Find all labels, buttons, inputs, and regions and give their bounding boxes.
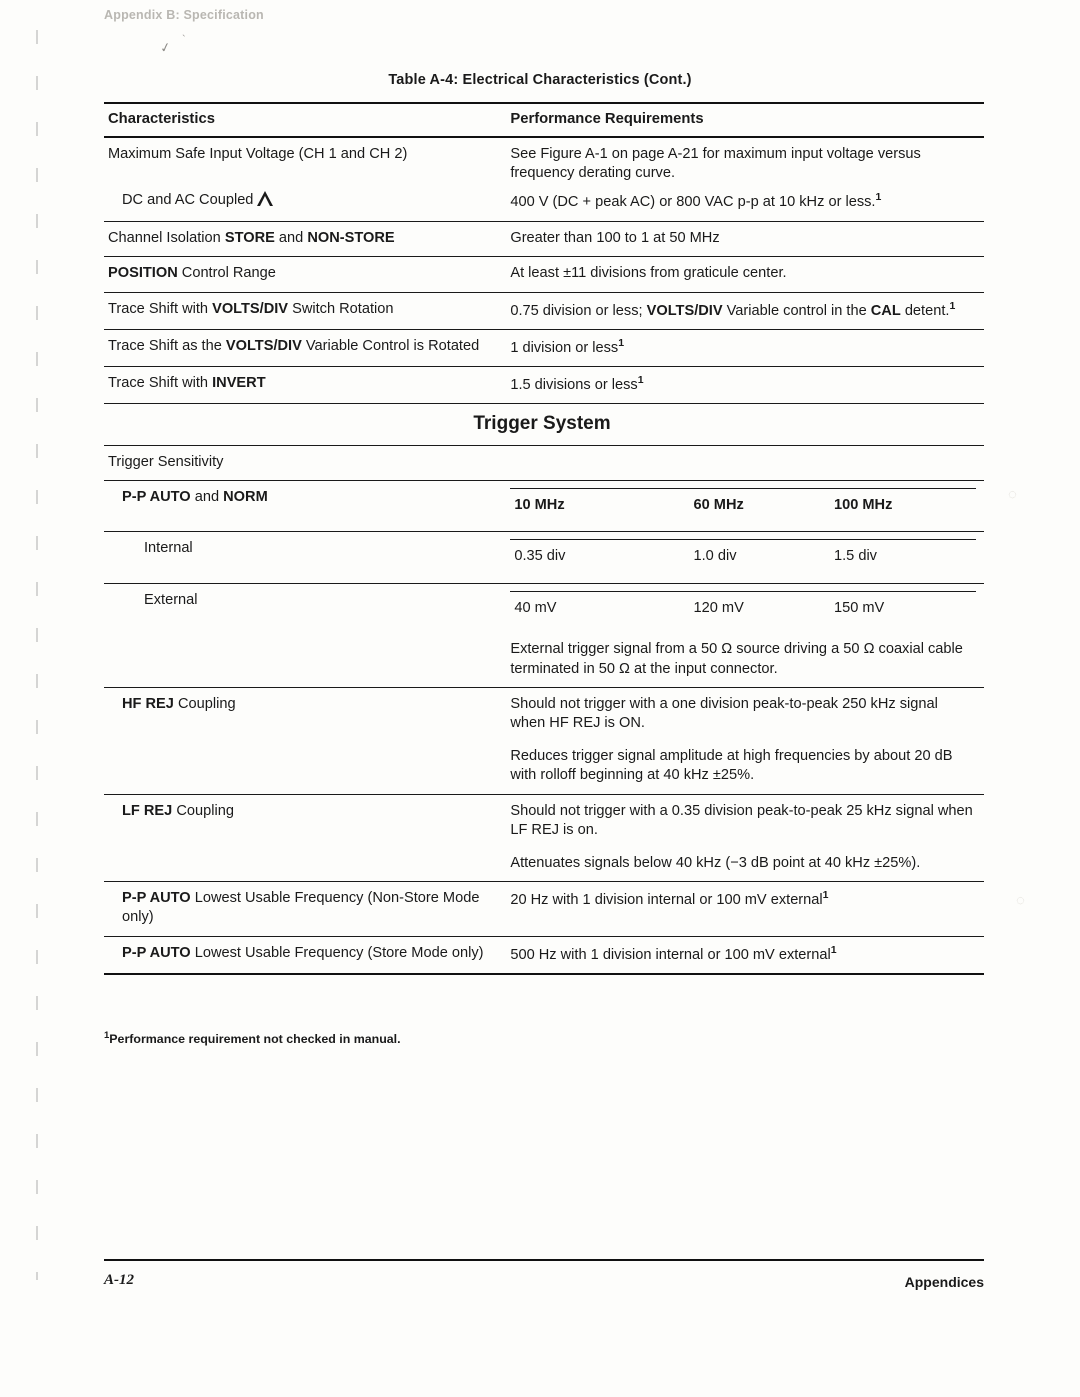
row-performance-text-mid: Variable control in the	[722, 302, 871, 319]
electrical-characteristics-table	[104, 102, 984, 975]
page-number: A-12	[104, 1272, 134, 1288]
scan-artifact-dot: `	[182, 34, 186, 46]
sensitivity-header-table	[510, 488, 976, 523]
row-performance	[506, 292, 984, 329]
row-performance-text: 1.5 divisions or less	[510, 376, 638, 393]
header-performance: Performance Requirements	[506, 103, 984, 137]
sensitivity-header-row	[510, 489, 976, 524]
row-performance-para-2: Attenuates signals below 40 kHz (−3 dB point at 40 kHz ±25%).	[510, 854, 921, 871]
control-name-pp-auto: P-P AUTO	[122, 489, 191, 506]
row-characteristic	[104, 292, 506, 329]
row-characteristic-text-tail: Switch Rotation	[288, 300, 394, 317]
row-performance	[506, 367, 984, 404]
control-name-pp-auto: P-P AUTO	[122, 889, 191, 906]
row-characteristic-text: Lowest Usable Frequency (Non-Store Mode only)	[122, 889, 480, 926]
row-performance-text: 1 division or less	[510, 339, 619, 356]
row-characteristic	[104, 257, 506, 292]
row-characteristic: External	[104, 583, 506, 634]
control-name-pp-auto: P-P AUTO	[122, 944, 191, 961]
conjunction-text: and	[274, 229, 308, 246]
scan-artifact-ghost: ◌	[1016, 892, 1025, 909]
row-characteristic	[104, 481, 506, 532]
value-internal-100mhz: 1.5 div	[830, 540, 976, 575]
conjunction-text: and	[190, 489, 224, 506]
row-characteristic	[104, 191, 506, 221]
row-characteristic	[104, 936, 506, 974]
row-characteristic: Internal	[104, 532, 506, 583]
footnote-ref: 1	[830, 943, 837, 956]
control-name-non-store: NON-STORE	[307, 229, 395, 246]
row-characteristic	[104, 367, 506, 404]
warning-triangle-icon	[257, 191, 274, 206]
table-bottom-rule	[104, 974, 984, 975]
table-row	[104, 329, 984, 366]
row-performance-para-2: Reduces trigger signal amplitude at high frequencies by about 20 dB with rolloff beginning at 40 kHz ±25%.	[510, 747, 953, 784]
row-characteristic-text: Control Range	[177, 265, 276, 282]
scan-artifact-mark: ✓	[158, 39, 173, 56]
table-header-row	[104, 103, 984, 137]
row-characteristic	[104, 794, 506, 881]
row-performance	[506, 688, 984, 795]
row-performance: Greater than 100 to 1 at 50 MHz	[506, 221, 984, 256]
row-characteristic-text: Trace Shift with	[108, 300, 213, 317]
row-characteristic-text: DC and AC Coupled	[122, 192, 254, 209]
row-performance	[506, 936, 984, 974]
control-name-norm: NORM	[223, 489, 268, 506]
table-footnote	[104, 1030, 401, 1046]
value-external-60mhz: 120 mV	[690, 591, 830, 626]
footer-section-label: Appendices	[904, 1274, 984, 1290]
row-characteristic	[104, 688, 506, 795]
footnote-ref: 1	[637, 374, 644, 387]
control-name-invert: INVERT	[212, 375, 266, 392]
row-performance	[506, 532, 984, 583]
sensitivity-value-row	[510, 540, 976, 575]
footnote-ref: 1	[949, 299, 956, 312]
row-characteristic-text: Trace Shift as the	[108, 337, 226, 354]
row-performance	[506, 481, 984, 532]
scan-artifact-ghost: ◌	[1008, 486, 1017, 503]
row-performance	[506, 881, 984, 936]
table-row	[104, 634, 984, 687]
table-bottom-rule-row	[104, 974, 984, 975]
row-performance-text: 400 V (DC + peak AC) or 800 VAC p-p at 10 kHz or less.	[510, 194, 876, 211]
exclamation-glyph: !	[264, 195, 268, 207]
table-row	[104, 137, 984, 192]
freq-col-10mhz: 10 MHz	[510, 489, 689, 524]
running-head: Appendix B: Specification	[104, 8, 264, 22]
scan-edge-marks	[36, 30, 38, 1280]
footnote-ref: 1	[618, 336, 625, 349]
row-characteristic-text: Coupling	[172, 802, 234, 819]
control-name-cal: CAL	[870, 302, 901, 319]
row-characteristic-text: Lowest Usable Frequency (Store Mode only)	[190, 944, 484, 961]
row-characteristic-text: Coupling	[173, 696, 236, 713]
table-row	[104, 794, 984, 881]
control-name-volts-div: VOLTS/DIV	[225, 337, 302, 354]
section-heading-row	[104, 404, 984, 445]
table-row	[104, 583, 984, 634]
footer-rule	[104, 1259, 984, 1261]
table-row	[104, 688, 984, 795]
row-performance-para-1: Should not trigger with a 0.35 division peak-to-peak 25 kHz signal when LF REJ is on.	[510, 802, 973, 839]
row-performance-text: 20 Hz with 1 division internal or 100 mV external	[510, 891, 823, 908]
footnote-ref: 1	[875, 191, 882, 204]
control-name-hf-rej: HF REJ	[122, 696, 174, 713]
row-characteristic	[104, 881, 506, 936]
table-row	[104, 221, 984, 256]
footnote-marker: 1	[104, 1030, 110, 1041]
row-performance: At least ±11 divisions from graticule center.	[506, 257, 984, 292]
footnote-text: Performance requirement not checked in manual.	[109, 1032, 401, 1047]
control-name-position: POSITION	[108, 265, 178, 282]
value-internal-10mhz: 0.35 div	[510, 540, 689, 575]
row-characteristic: Maximum Safe Input Voltage (CH 1 and CH 2)	[104, 137, 506, 192]
table-row	[104, 532, 984, 583]
row-characteristic	[104, 221, 506, 256]
row-performance	[506, 445, 984, 480]
row-characteristic	[104, 634, 506, 687]
paragraph-gap	[510, 841, 976, 854]
row-performance: External trigger signal from a 50 Ω source driving a 50 Ω coaxial cable terminated in 50 Ω at the input connector.	[510, 641, 963, 677]
row-performance	[506, 191, 984, 221]
row-performance-text-tail: detent.	[900, 302, 950, 319]
row-characteristic-text: Trace Shift with	[108, 375, 213, 392]
table-row	[104, 936, 984, 974]
row-characteristic: Trigger Sensitivity	[108, 453, 224, 470]
control-name-volts-div: VOLTS/DIV	[212, 300, 289, 317]
value-external-100mhz: 150 mV	[830, 591, 976, 626]
row-characteristic	[104, 329, 506, 366]
row-performance	[506, 329, 984, 366]
value-external-10mhz: 40 mV	[510, 591, 689, 626]
freq-col-60mhz: 60 MHz	[690, 489, 830, 524]
row-performance-text: 0.75 division or less;	[510, 302, 647, 319]
footnote-ref: 1	[822, 888, 829, 901]
control-name-volts-div: VOLTS/DIV	[646, 302, 723, 319]
row-characteristic-text-tail: Variable Control is Rotated	[301, 337, 480, 354]
table-row	[104, 367, 984, 404]
sensitivity-value-row	[510, 591, 976, 626]
table-title: Table A-4: Electrical Characteristics (Cont.)	[388, 72, 692, 88]
row-performance-para-1: Should not trigger with a one division peak-to-peak 250 kHz signal when HF REJ is ON.	[510, 696, 938, 732]
row-performance	[506, 794, 984, 881]
freq-col-100mhz: 100 MHz	[830, 489, 976, 524]
table-row	[104, 191, 984, 221]
control-name-store: STORE	[224, 229, 275, 246]
header-characteristics: Characteristics	[104, 103, 506, 137]
table-row	[104, 292, 984, 329]
paragraph-gap	[510, 734, 976, 747]
table-row	[104, 481, 984, 532]
value-internal-60mhz: 1.0 div	[690, 540, 830, 575]
table-row	[104, 445, 984, 480]
sensitivity-external-table	[510, 591, 976, 626]
control-name-lf-rej: LF REJ	[122, 802, 173, 819]
section-heading: Trigger System	[104, 404, 984, 445]
table-row	[104, 881, 984, 936]
row-performance	[506, 583, 984, 634]
row-characteristic-text: Channel Isolation	[108, 229, 225, 246]
row-performance: See Figure A-1 on page A-21 for maximum input voltage versus frequency derating curve.	[506, 137, 984, 192]
table-row	[104, 257, 984, 292]
row-performance-text: 500 Hz with 1 division internal or 100 mV external	[510, 946, 831, 963]
sensitivity-internal-table	[510, 539, 976, 574]
